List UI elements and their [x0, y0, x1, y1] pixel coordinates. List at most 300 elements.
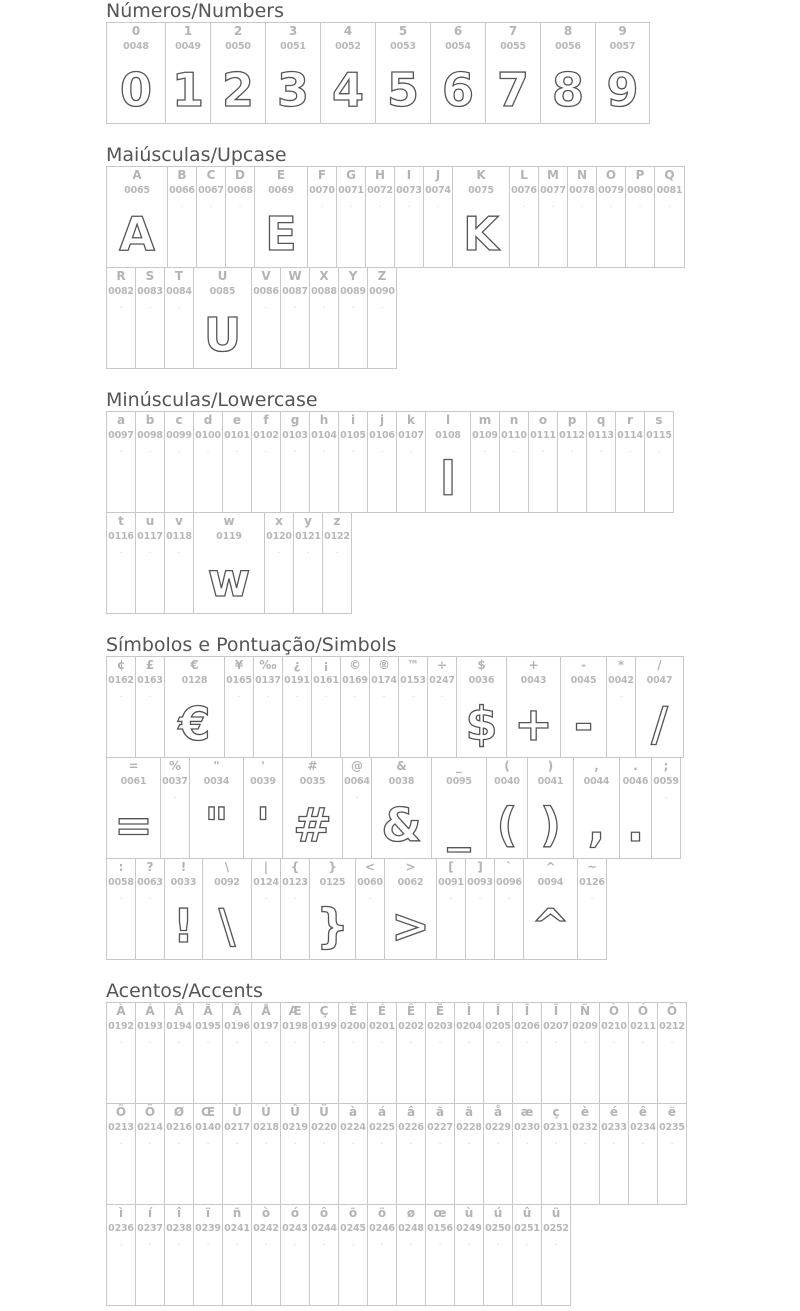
glyph-code-label: 0062: [397, 877, 424, 888]
glyph-code-label: 0243: [282, 1223, 308, 1234]
glyph-code-label: 0231: [543, 1122, 569, 1133]
glyph-code-label: 0051: [280, 41, 306, 52]
empty-glyph-dot: .: [322, 445, 326, 455]
glyph-cell: [342, 757, 372, 859]
glyph-char-label: ‰: [259, 658, 277, 672]
glyph-char-label: ü: [551, 1206, 561, 1220]
glyph-cell: [280, 1103, 310, 1205]
empty-glyph-dot: .: [670, 1036, 674, 1046]
glyph-cell: [164, 267, 194, 369]
glyph-code-label: 0124: [253, 877, 279, 888]
empty-glyph-dot: .: [638, 200, 642, 210]
glyph-char-label: U: [217, 269, 228, 283]
empty-glyph-dot: .: [554, 1036, 558, 1046]
glyph-cell: [135, 656, 165, 758]
glyph-code-label: 0099: [166, 430, 192, 441]
glyph-cell: [224, 656, 254, 758]
glyph-code-label: 0093: [467, 877, 493, 888]
glyph-code-label: 0088: [311, 286, 337, 297]
glyph-cell: [570, 1002, 600, 1104]
glyph-code-label: 0115: [646, 430, 672, 441]
glyph-char-label: Ú: [261, 1105, 271, 1119]
glyph-code-label: 0092: [214, 877, 240, 888]
glyph-preview: 0: [119, 63, 152, 117]
glyph-code-label: 0059: [653, 776, 679, 787]
empty-glyph-dot: .: [264, 1036, 268, 1046]
glyph-cell: [340, 656, 370, 758]
glyph-char-label: N: [576, 168, 588, 182]
glyph-cell: [423, 166, 453, 268]
glyph-cell: [135, 411, 165, 513]
glyph-code-label: 0033: [170, 877, 197, 888]
glyph-cell: [541, 1103, 571, 1205]
glyph-char-label: C: [206, 168, 216, 182]
empty-glyph-dot: .: [496, 1137, 500, 1147]
glyph-code-label: 0225: [369, 1122, 395, 1133]
glyph-code-label: 0047: [646, 675, 673, 686]
glyph-code-label: 0242: [253, 1223, 279, 1234]
glyph-cell: [222, 1103, 252, 1205]
empty-glyph-dot: .: [119, 301, 123, 311]
glyph-cell: [506, 656, 561, 758]
glyph-code-label: 0239: [195, 1223, 221, 1234]
empty-glyph-dot: .: [173, 791, 177, 801]
glyph-code-label: 0251: [514, 1223, 540, 1234]
empty-glyph-dot: .: [148, 1137, 152, 1147]
glyph-cell: [196, 166, 226, 268]
glyph-cell: [431, 757, 487, 859]
empty-glyph-dot: .: [355, 791, 359, 801]
empty-glyph-dot: .: [507, 892, 511, 902]
glyph-cell: [106, 1103, 136, 1205]
glyph-preview: $: [465, 697, 498, 751]
empty-glyph-dot: .: [609, 200, 613, 210]
glyph-char-label: (: [504, 759, 510, 773]
glyph-code-label: 0206: [514, 1021, 540, 1032]
empty-glyph-dot: .: [409, 1238, 413, 1248]
glyph-cell: [560, 656, 607, 758]
glyph-cell: [396, 1204, 426, 1306]
empty-glyph-dot: .: [148, 546, 152, 556]
glyph-char-label: Å: [261, 1004, 271, 1018]
glyph-char-label: z: [333, 514, 341, 528]
empty-glyph-dot: .: [148, 1036, 152, 1046]
glyph-cell: [106, 22, 166, 124]
glyph-code-label: 0050: [225, 41, 251, 52]
glyph-char-label: Ã: [203, 1004, 213, 1018]
glyph-cell: [483, 1002, 513, 1104]
glyph-cell: [106, 757, 161, 859]
glyph-code-label: 0192: [108, 1021, 134, 1032]
glyph-preview: ": [204, 798, 229, 852]
glyph-code-label: 0061: [120, 776, 147, 787]
glyph-cell: [619, 757, 652, 859]
empty-glyph-dot: .: [335, 546, 339, 556]
glyph-code-label: 0096: [496, 877, 522, 888]
glyph-cell: [280, 267, 310, 369]
empty-glyph-dot: .: [483, 445, 487, 455]
glyph-cell: [164, 1002, 194, 1104]
glyph-char-label: û: [522, 1206, 532, 1220]
glyph-cell: [425, 411, 471, 513]
empty-glyph-dot: .: [467, 1238, 471, 1248]
glyph-code-label: 0084: [166, 286, 192, 297]
glyph-char-label: <: [364, 860, 376, 874]
glyph-char-label: .: [633, 759, 638, 773]
glyph-char-label: Î: [524, 1004, 530, 1018]
glyph-code-label: 0090: [369, 286, 395, 297]
glyph-cell: [164, 858, 203, 960]
empty-glyph-dot: .: [583, 1036, 587, 1046]
glyph-char-label: Õ: [115, 1105, 127, 1119]
glyph-cell: [628, 1103, 658, 1205]
glyph-code-label: 0211: [630, 1021, 656, 1032]
glyph-code-label: 0071: [338, 185, 364, 196]
glyph-cell: [509, 166, 539, 268]
glyph-code-label: 0118: [166, 531, 192, 542]
glyph-preview: A: [119, 207, 155, 261]
glyph-char-label: Ü: [319, 1105, 329, 1119]
glyph-cell: [573, 757, 620, 859]
glyph-char-label: ': [261, 759, 265, 773]
empty-glyph-dot: .: [612, 1036, 616, 1046]
glyph-code-label: 0117: [137, 531, 163, 542]
glyph-char-label: s: [655, 413, 663, 427]
empty-glyph-dot: .: [670, 1137, 674, 1147]
glyph-code-label: 0199: [311, 1021, 337, 1032]
glyph-code-label: 0229: [485, 1122, 511, 1133]
glyph-code-label: 0250: [485, 1223, 511, 1234]
glyph-preview: #: [293, 798, 332, 852]
glyph-code-label: 0217: [224, 1122, 250, 1133]
glyph-cell: [595, 22, 650, 124]
glyph-code-label: 0113: [588, 430, 614, 441]
glyph-cell: [599, 1103, 629, 1205]
glyph-char-label: ñ: [232, 1206, 242, 1220]
glyph-cell: [164, 656, 225, 758]
glyph-char-label: F: [317, 168, 327, 182]
glyph-char-label: ~: [586, 860, 598, 874]
empty-glyph-dot: .: [177, 546, 181, 556]
glyph-cell: [251, 1204, 281, 1306]
glyph-char-label: 1: [183, 24, 193, 38]
glyph-cell: [483, 1103, 513, 1205]
glyph-code-label: 0125: [319, 877, 346, 888]
glyph-preview: E: [265, 207, 297, 261]
glyph-code-label: 0165: [226, 675, 252, 686]
glyph-char-label: `: [506, 860, 512, 874]
glyph-cell: [470, 411, 500, 513]
glyph-code-label: 0228: [456, 1122, 482, 1133]
glyph-char-label: â: [406, 1105, 416, 1119]
empty-glyph-dot: .: [440, 690, 444, 700]
empty-glyph-dot: .: [293, 301, 297, 311]
empty-glyph-dot: .: [295, 690, 299, 700]
glyph-char-label: Ø: [173, 1105, 185, 1119]
glyph-preview: U: [203, 308, 242, 362]
empty-glyph-dot: .: [119, 892, 123, 902]
glyph-code-label: 0121: [295, 531, 321, 542]
empty-glyph-dot: .: [551, 200, 555, 210]
glyph-char-label: w: [223, 514, 235, 528]
glyph-code-label: 0066: [169, 185, 195, 196]
glyph-char-label: /: [657, 658, 662, 672]
glyph-code-label: 0083: [137, 286, 163, 297]
glyph-char-label: ;: [663, 759, 669, 773]
glyph-char-label: Í: [495, 1004, 501, 1018]
glyph-char-label: È: [348, 1004, 358, 1018]
glyph-code-label: 0042: [608, 675, 634, 686]
glyph-code-label: 0214: [137, 1122, 163, 1133]
glyph-preview: +: [514, 697, 553, 751]
glyph-cell: [106, 858, 136, 960]
glyph-cell: [251, 1103, 281, 1205]
glyph-code-label: 0082: [108, 286, 134, 297]
empty-glyph-dot: .: [119, 1036, 123, 1046]
glyph-cell: [193, 267, 252, 369]
glyph-cell: [336, 166, 366, 268]
glyph-char-label: Z: [377, 269, 387, 283]
glyph-code-label: 0140: [195, 1122, 221, 1133]
glyph-char-label: n: [509, 413, 519, 427]
glyph-char-label: u: [145, 514, 155, 528]
empty-glyph-dot: .: [380, 1137, 384, 1147]
glyph-code-label: 0052: [335, 41, 361, 52]
glyph-char-label: x: [275, 514, 283, 528]
glyph-char-label: d: [203, 413, 213, 427]
glyph-preview: 1: [171, 63, 204, 117]
empty-glyph-dot: .: [525, 1036, 529, 1046]
glyph-code-label: 0126: [579, 877, 605, 888]
empty-glyph-dot: .: [619, 690, 623, 700]
glyph-cell: [210, 22, 266, 124]
glyph-cell: [164, 411, 194, 513]
glyph-cell: [512, 1204, 542, 1306]
glyph-cell: [427, 656, 457, 758]
glyph-code-label: 0038: [388, 776, 415, 787]
glyph-code-label: 0233: [601, 1122, 627, 1133]
empty-glyph-dot: .: [570, 445, 574, 455]
glyph-char-label: Â: [174, 1004, 184, 1018]
glyph-char-label: Q: [664, 168, 675, 182]
glyph-preview: 7: [496, 63, 529, 117]
empty-glyph-dot: .: [119, 1238, 123, 1248]
glyph-cell: [657, 1103, 687, 1205]
glyph-char-label: Æ: [288, 1004, 302, 1018]
glyph-char-label: 6: [453, 24, 463, 38]
glyph-char-label: Ä: [232, 1004, 242, 1018]
glyph-code-label: 0235: [659, 1122, 685, 1133]
glyph-cell: [606, 656, 636, 758]
glyph-cell: [654, 166, 685, 268]
glyph-code-label: 0247: [429, 675, 455, 686]
glyph-code-label: 0101: [224, 430, 250, 441]
glyph-preview: ^: [531, 899, 570, 953]
glyph-char-label: &: [396, 759, 407, 773]
glyph-preview: (: [496, 798, 518, 852]
glyph-cell: [541, 1204, 571, 1306]
glyph-code-label: 0070: [309, 185, 335, 196]
glyph-char-label: ã: [435, 1105, 445, 1119]
empty-glyph-dot: .: [657, 445, 661, 455]
glyph-cell: [367, 1103, 397, 1205]
glyph-preview: !: [173, 899, 194, 953]
empty-glyph-dot: .: [293, 1137, 297, 1147]
glyph-char-label: 5: [398, 24, 408, 38]
empty-glyph-dot: .: [320, 200, 324, 210]
glyph-code-label: 0108: [435, 430, 461, 441]
glyph-preview: €: [178, 697, 211, 751]
glyph-cell: [135, 267, 165, 369]
glyph-char-label: }: [328, 860, 337, 874]
glyph-cell: [657, 1002, 687, 1104]
glyph-code-label: 0209: [572, 1021, 598, 1032]
glyph-code-label: 0198: [282, 1021, 308, 1032]
empty-glyph-dot: .: [438, 1238, 442, 1248]
glyph-char-label: ®: [378, 658, 390, 672]
glyph-preview: -: [573, 697, 594, 751]
empty-glyph-dot: .: [378, 200, 382, 210]
glyph-code-label: 0245: [340, 1223, 366, 1234]
empty-glyph-dot: .: [119, 690, 123, 700]
glyph-code-label: 0098: [137, 430, 163, 441]
glyph-char-label: ú: [493, 1206, 503, 1220]
glyph-code-label: 0105: [340, 430, 366, 441]
glyph-char-label: i: [350, 413, 356, 427]
glyph-cell: [265, 22, 321, 124]
glyph-cell: [135, 1002, 165, 1104]
glyph-char-label: ù: [464, 1206, 474, 1220]
empty-glyph-dot: .: [512, 445, 516, 455]
glyph-cell: [106, 1204, 136, 1306]
section-title: Maiúsculas/Upcase: [106, 144, 287, 166]
empty-glyph-dot: .: [368, 892, 372, 902]
glyph-code-label: 0076: [511, 185, 537, 196]
glyph-char-label: t: [118, 514, 124, 528]
glyph-char-label: |: [263, 860, 269, 874]
glyph-char-label: +: [528, 658, 539, 672]
glyph-cell: [309, 411, 339, 513]
empty-glyph-dot: .: [206, 1137, 210, 1147]
glyph-code-label: 0205: [485, 1021, 511, 1032]
glyph-code-label: 0110: [501, 430, 527, 441]
glyph-char-label: À: [116, 1004, 126, 1018]
glyph-cell: [165, 22, 211, 124]
empty-glyph-dot: .: [322, 1238, 326, 1248]
glyph-code-label: 0063: [137, 877, 163, 888]
glyph-cell: [164, 1204, 194, 1306]
glyph-cell: [280, 858, 310, 960]
empty-glyph-dot: .: [351, 1238, 355, 1248]
glyph-char-label: Ó: [637, 1004, 649, 1018]
glyph-char-label: €: [190, 658, 199, 672]
glyph-cell: [309, 1204, 339, 1306]
glyph-char-label: ÷: [436, 658, 448, 672]
glyph-cell: [523, 858, 578, 960]
glyph-code-label: 0220: [311, 1122, 337, 1133]
glyph-code-label: 0057: [609, 41, 636, 52]
empty-glyph-dot: .: [119, 1137, 123, 1147]
empty-glyph-dot: .: [177, 1238, 181, 1248]
empty-glyph-dot: .: [235, 1137, 239, 1147]
empty-glyph-dot: .: [351, 445, 355, 455]
glyph-cell: [189, 757, 244, 859]
glyph-char-label: 7: [508, 24, 518, 38]
glyph-cell: [193, 1103, 223, 1205]
glyph-cell: [253, 656, 283, 758]
empty-glyph-dot: .: [349, 200, 353, 210]
glyph-cell: [398, 656, 428, 758]
glyph-preview: ): [539, 798, 562, 852]
glyph-char-label: 3: [288, 24, 298, 38]
glyph-code-label: 0103: [282, 430, 308, 441]
glyph-char-label: #: [307, 759, 318, 773]
empty-glyph-dot: .: [496, 1238, 500, 1248]
glyph-cell: [384, 858, 437, 960]
glyph-code-label: 0122: [324, 531, 350, 542]
glyph-cell: [160, 757, 190, 859]
glyph-code-label: 0109: [472, 430, 498, 441]
glyph-cell: [167, 166, 197, 268]
empty-glyph-dot: .: [353, 690, 357, 700]
empty-glyph-dot: .: [522, 200, 526, 210]
glyph-cell: [280, 411, 310, 513]
glyph-cell: [222, 1002, 252, 1104]
glyph-code-label: 0078: [569, 185, 595, 196]
glyph-char-label: ]: [477, 860, 483, 874]
glyph-cell: [251, 267, 281, 369]
glyph-cell: [577, 858, 607, 960]
glyph-char-label: @: [351, 759, 363, 773]
glyph-char-label: B: [177, 168, 187, 182]
glyph-char-label: A: [132, 168, 142, 182]
glyph-char-label: r: [627, 413, 633, 427]
glyph-cell: [193, 1002, 223, 1104]
glyph-code-label: 0091: [438, 877, 464, 888]
glyph-char-label: ?: [146, 860, 154, 874]
glyph-char-label: Ö: [144, 1105, 156, 1119]
glyph-code-label: 0040: [494, 776, 520, 787]
glyph-char-label: e: [232, 413, 242, 427]
glyph-code-label: 0044: [583, 776, 610, 787]
section-title: Minúsculas/Lowercase: [106, 389, 318, 411]
glyph-cell: [486, 757, 528, 859]
glyph-preview: _: [447, 798, 471, 852]
glyph-cell: [293, 512, 323, 614]
empty-glyph-dot: .: [148, 892, 152, 902]
glyph-preview: 3: [276, 63, 309, 117]
empty-glyph-dot: .: [177, 1137, 181, 1147]
glyph-code-label: 0128: [181, 675, 208, 686]
glyph-char-label: Á: [145, 1004, 155, 1018]
glyph-code-label: 0246: [369, 1223, 395, 1234]
glyph-code-label: 0161: [313, 675, 339, 686]
empty-glyph-dot: .: [293, 445, 297, 455]
glyph-char-label: ): [547, 759, 554, 773]
glyph-cell: [264, 512, 294, 614]
glyph-cell: [465, 858, 495, 960]
empty-glyph-dot: .: [264, 1137, 268, 1147]
glyph-code-label: 0213: [108, 1122, 134, 1133]
empty-glyph-dot: .: [449, 892, 453, 902]
glyph-char-label: c: [175, 413, 183, 427]
glyph-cell: [280, 1204, 310, 1306]
glyph-preview: ': [255, 798, 271, 852]
empty-glyph-dot: .: [237, 690, 241, 700]
glyph-char-label: Ñ: [579, 1004, 591, 1018]
glyph-preview: .: [626, 798, 645, 852]
section-title: Símbolos e Pontuação/Simbols: [106, 634, 397, 656]
